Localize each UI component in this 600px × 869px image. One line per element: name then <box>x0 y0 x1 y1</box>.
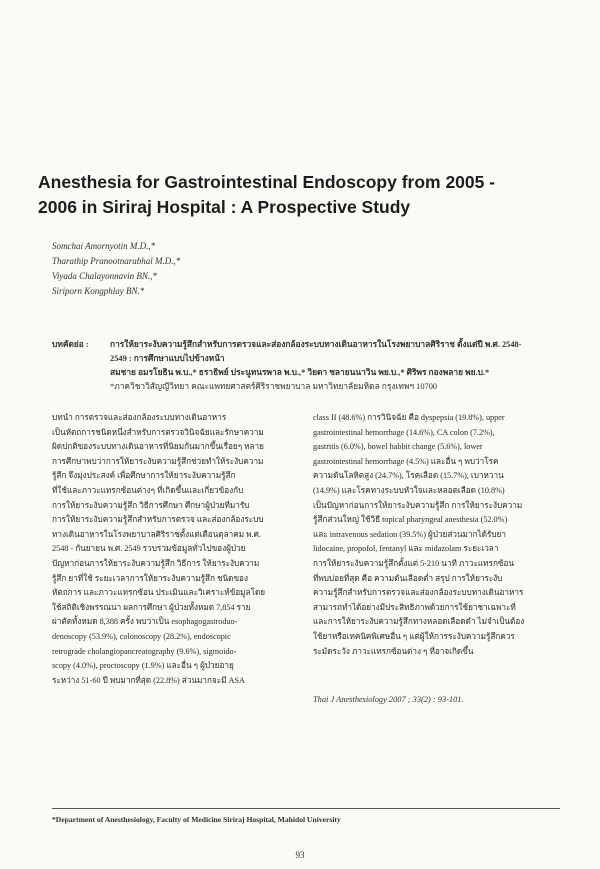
abstract-line: เป็นปัญหาก่อนการให้ยาระงับความรู้สึก การให้ยาระงับความ <box>313 500 523 510</box>
thai-title-line-2: 2549 : การศึกษาแบบไปข้างหน้า <box>110 354 225 363</box>
abstract-line: และการให้ยาระงับความรู้สึกทางหลอดเลือดดำ ไม่จำเป็นต้อง <box>313 617 525 627</box>
abstract-line: ระหว่าง 51-60 ปี พบมากที่สุด (22.8%) ส่วนมากจะมี ASA <box>52 675 245 685</box>
abstract-line: ความดันโลหิตสูง (24.7%), โรคเลือด (15.7%), เบาหวาน <box>313 471 504 481</box>
affiliation: *ภาควิชาวิสัญญีวิทยา คณะแพทยศาสตร์ศิริราชพยาบาล มหาวิทยาลัยมหิดล กรุงเทพฯ 10700 <box>110 382 438 391</box>
abstract-line: ปัญหาก่อนการให้ยาระงับความรู้สึก วิธีการ ให้ยาระงับความ <box>52 558 260 568</box>
abstract-line: ทางเดินอาหารในโรงพยาบาลศิริราชตั้งแต่เดือนตุลาคม พ.ศ. <box>52 529 261 539</box>
abstract-line: สามารถทำได้อย่างมีประสิทธิภาพด้วยการใช้ยาชาเฉพาะที่ <box>313 602 516 612</box>
abstract-line: denoscopy (53.9%), colonoscopy (28.2%), endoscopic <box>52 631 231 641</box>
footnote-divider <box>52 808 560 809</box>
abstract-line: gastritis (6.0%), bowel habbit change (5.6%), lower <box>313 442 483 452</box>
author-list <box>52 239 352 299</box>
article-title <box>38 170 578 220</box>
abstract-line: การให้ยาระงับความรู้สึกตั้งแต่ 5-210 นาที ภาวะแทรกซ้อน <box>313 558 514 568</box>
abstract-line: และ intravenous sedation (39.5%) ผู้ป่วยส่วนมากได้รับยา <box>313 529 506 539</box>
abstract-line: เป็นหัตถการชนิดหนึ่งสำหรับการตรวจวินิจฉัยและรักษาความ <box>52 427 264 437</box>
abstract-label: บทคัดย่อ : <box>52 340 89 349</box>
abstract-line: บทนำ การตรวจและส่องกล้องระบบทางเดินอาหาร <box>52 413 227 422</box>
abstract-column-right <box>313 411 559 659</box>
abstract-column-left <box>52 411 298 688</box>
author-3: Viyada Chalayonnavin BN.,* <box>52 271 157 281</box>
abstract-line: retrograde cholangiopancreatography (9.6%), sigmoido- <box>52 646 237 656</box>
abstract-line: class II (48.6%) การวินิจฉัย คือ dyspepsia (19.8%), upper <box>313 413 505 422</box>
title-line-1: Anesthesia for Gastrointestinal Endoscopy from 2005 - <box>38 172 496 192</box>
abstract-header-body <box>110 338 562 394</box>
abstract-line: gastrointestinal hemorrhage (4.5%) และอื่น ๆ พบว่าโรค <box>313 456 499 466</box>
page-number: 93 <box>295 850 305 860</box>
abstract-line: (14.9%) และโรคทางระบบหัวใจและหลอดเลือด (10.8%) <box>313 485 505 495</box>
abstract-line: หัตถการ และภาวะแทรกซ้อน ประเมินและวิเคราะห์ข้อมูลโดย <box>52 588 266 598</box>
abstract-line: รู้สึกส่วนใหญ่ ใช้วิธี topical pharyngeal anesthesia (52.0%) <box>313 515 508 525</box>
journal-citation: Thai J Anesthesiology 2007 ; 33(2) : 93-101. <box>313 695 464 704</box>
abstract-line: การให้ยาระงับความรู้สึก วิธีการศึกษา ศึกษาผู้ป่วยที่มารับ <box>52 500 250 510</box>
abstract-line: ที่ใช้และภาวะแทรกซ้อนต่างๆ ที่เกิดขึ้นและเกี่ยวข้องกับ <box>52 485 244 495</box>
abstract-line: ใช้ยาหรือเทคนิคพิเศษอื่น ๆ แต่ผู้ให้การระงับความรู้สึกควร <box>313 631 515 641</box>
abstract-line: scopy (4.0%), proctoscopy (1.9%) และอื่น ๆ ผู้ป่วยอายุ <box>52 661 234 671</box>
abstract-line: ผิดปกติของระบบทางเดินอาหารที่นิยมกันมากขึ้นเรื่อยๆ หลาย <box>52 442 264 452</box>
author-1: Somchai Amornyotin M.D.,* <box>52 241 156 251</box>
thai-title-line-1: การให้ยาระงับความรู้สึกสำหรับการตรวจและส่องกล้องระบบทางเดินอาหารในโรงพยาบาลศิริราช ตั้งแต่ปี พ.ศ. 2548- <box>110 340 522 349</box>
abstract-line: 2548 - กันยายน พ.ศ. 2549 รวบรวมข้อมูลทั่วไปของผู้ป่วย <box>52 544 246 554</box>
author-2: Tharathip Pranootnarabhal M.D.,* <box>52 256 181 266</box>
title-line-2: 2006 in Siriraj Hospital : A Prospective Study <box>38 197 411 217</box>
abstract-line: ความรู้สึกสำหรับการตรวจและส่องกล้องระบบทางเดินอาหาร <box>313 588 524 598</box>
abstract-line: รู้สึก ยาที่ใช้ ระยะเวลาการให้ยาระงับความรู้สึก ชนิดของ <box>52 573 248 583</box>
thai-authors: สมชาย อมรโยธิน พ.บ.,* ธราธิพย์ ประนูทนรพาล พ.บ.,* วิยดา ชลายนนาวิน พย.บ.,* ศิริพร กองพลาย พย.บ.* <box>110 368 490 377</box>
abstract-line: การศึกษาพบว่าการให้ยาระงับความรู้สึกช่วยทำให้ระงับความ <box>52 456 264 466</box>
abstract-line: ผ่าตัดทั้งหมด 8,388 ครั้ง พบว่าเป็น esophagogastroduo- <box>52 617 238 627</box>
abstract-line: ใช้สถิติเชิงพรรณนา ผลการศึกษา ผู้ป่วยทั้งหมด 7,854 ราย <box>52 602 251 612</box>
abstract-line: ที่พบบ่อยที่สุด คือ ความดันเลือดต่ำ สรุป การให้ยาระงับ <box>313 573 503 583</box>
abstract-line: ระมัดระวัง ภาวะแทรกซ้อนต่าง ๆ ที่อาจเกิดขึ้น <box>313 646 474 656</box>
abstract-line: gastrointestinal hemorrhage (14.6%), CA colon (7.2%), <box>313 427 495 437</box>
abstract-line: การให้ยาระงับความรู้สึกสำหรับการตรวจ และส่องกล้องระบบ <box>52 515 264 525</box>
author-4: Siriporn Kongphlay BN.* <box>52 286 145 296</box>
footnote: *Department of Anesthesiology, Faculty of Medicine Siriraj Hospital, Mahidol University <box>52 815 341 824</box>
abstract-line: lidocaine, propofol, fentanyl และ midazolam ระยะเวลา <box>313 544 499 554</box>
abstract-line: รู้สึก จึงมุ่งประสงค์ เพื่อศึกษาการให้ยาระงับความรู้สึก <box>52 471 236 481</box>
